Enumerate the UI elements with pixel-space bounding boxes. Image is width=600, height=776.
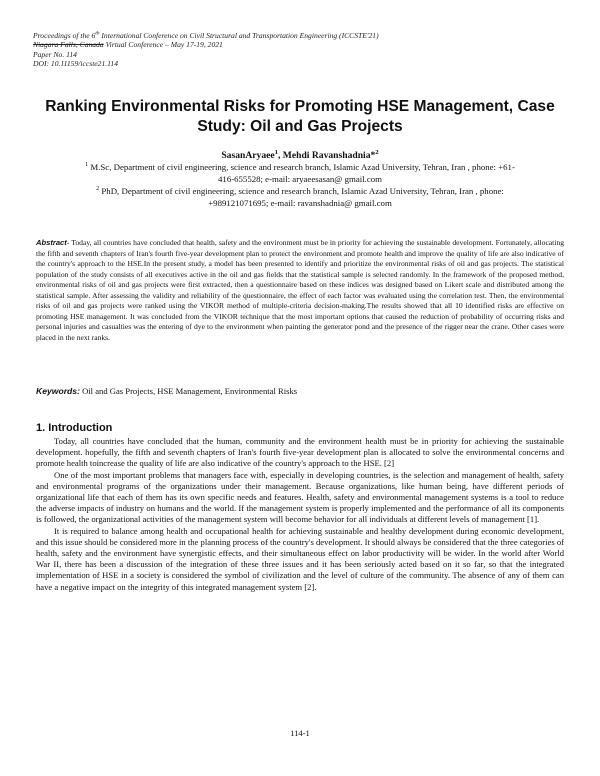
affiliation-1-text: M.Sc, Department of civil engineering, science and research branch, Islamic Azad University, Tehran, Iran , phone: +61-: [88, 162, 515, 172]
author-1: SasanAryaee: [221, 150, 275, 161]
author-separator: ,: [278, 150, 283, 161]
paper-title: [40, 97, 560, 137]
affiliation-2-contact: +989121071695; e-mail: ravanshadnia@ gmail.com: [208, 197, 392, 208]
authors: [40, 150, 560, 161]
affiliation-1: [36, 162, 564, 185]
author-2: Mehdi Ravanshadnia*: [282, 150, 376, 161]
keywords-label: Keywords:: [36, 386, 80, 396]
doi: DOI: 10.11159/iccste21.114: [33, 59, 118, 69]
paragraph: It is required to balance among health and occupational health for achieving sustainable and healthy development during economic development, and this issue should be considered more in the planning process of the country's development. It should always be considered that the three categories of health, safety and the environment have synergistic effects, and their simultaneous effect on labor productivity will be wider. In the world after World War II, there has been a discussion of the integration of these three issues and it has been seriously acted based on it so far, so that the integrated implementation of HSE in a society is considered the symbol of civilization and the level of culture of the community. The absence of any of them can have a negative impact on the integrity of this integrated management system [2].: [36, 525, 564, 592]
introduction-body: [36, 436, 564, 593]
affiliation-1-mark: 1: [85, 162, 89, 169]
paragraph: Today, all countries have concluded that the human, community and the environment health must be in priority for achieving the sustainable development. hopefully, the fifth and seventh chapters of Iran's fourth five-year development plan is allocated to solve the environmental concerns and promote health toincrease the quality of life are also indicative of the country's approach to the HSE. [2]: [36, 436, 564, 469]
author-2-affiliation-mark: 2: [375, 148, 379, 156]
page-number: 114-1: [290, 728, 310, 738]
paragraph: One of the most important problems that managers face with, especially in developing countries, is the selection and management of health, safety and environmental programs of the organizations under their management. Because organizations, like human being, have different periods of organizational life that each of them has its own specific needs and features. Health, safety and environmental management systems is a tool to reduce the adverse impacts of industry on humans and the world. If the management system is properly implemented and the performance of all its components is followed, the organizational activities of the management system will become behavior for all individuals at different levels of management [1].: [36, 469, 564, 525]
conference-name-start: Proceedings of the 6: [33, 31, 96, 40]
title-line-1: Ranking Environmental Risks for Promoting HSE Management, Case: [45, 98, 555, 115]
affiliation-2-mark: 2: [96, 186, 100, 193]
virtual-conference-dates: Virtual Conference – May 17-19, 2021: [103, 40, 223, 50]
struck-venue: Niagara Falls, Canada: [33, 40, 104, 50]
keywords: [36, 386, 564, 396]
keywords-text: Oil and Gas Projects, HSE Management, Environmental Risks: [79, 386, 298, 396]
section-heading-introduction: 1. Introduction: [36, 422, 113, 434]
conference-name-end: International Conference on Civil Structural and Transportation Engineering (ICCSTE'21): [99, 31, 379, 40]
proceedings-header: [33, 31, 379, 69]
abstract-label: Abstract: [36, 238, 67, 247]
venue-line: [33, 40, 379, 49]
affiliation-1-contact: 416-655528; e-mail: aryaeesasan@ gmail.com: [218, 173, 382, 184]
affiliation-1-line-1: [36, 162, 564, 174]
paper-number: Paper No. 114: [33, 49, 77, 59]
title-line-2: Study: Oil and Gas Projects: [197, 118, 403, 135]
affiliation-2-line-1: [36, 186, 564, 198]
conference-ordinal: th: [95, 30, 100, 37]
abstract: [36, 238, 564, 343]
affiliation-2-text: PhD, Department of civil engineering, science and research branch, Islamic Azad University, Tehran, Iran , phone:: [99, 186, 504, 196]
affiliation-2: [36, 186, 564, 209]
conference-line: [33, 31, 379, 40]
author-1-affiliation-mark: 1: [274, 148, 278, 156]
abstract-text: - Today, all countries have concluded that health, safety and the environment must be in priority for achieving the sustainable development. Fortunately, allocating the fifth and seventh chapters of Iran's fourth five-year development plan to protect the environment and promote health and improve the quality of life are also indicative of the country's approach to the HSE.In the present study, a model has been presented to identify and prioritize the environmental risks of oil and gas projects. The statistical population of the study consists of all executives active in the oil and gas fields that the statistical sample is selected randomly. In the framework of the proposed method, environmental risks of oil and gas projects were first extracted, then a questionnaire based on these indices was designed based on Likert scale and distributed among the statistical sample. After assessing the validity and reliability of the questionnaire, the effect of each factor was evaluated using the correlation test. Then, the environmental risks of oil and gas projects were ranked using the VIKOR method of multiple-criteria decision-making.The results showed that all 10 identified risks are effective on promoting HSE management. It was concluded from the VIKOR technique that the most important options that caused the reduction of probability of occurring risks and personal injuries and casualties was the entering of dye to the environment when painting the generator pond and the presence of the rigger near the crane. Other cases were placed in the next ranks.: [36, 238, 564, 342]
